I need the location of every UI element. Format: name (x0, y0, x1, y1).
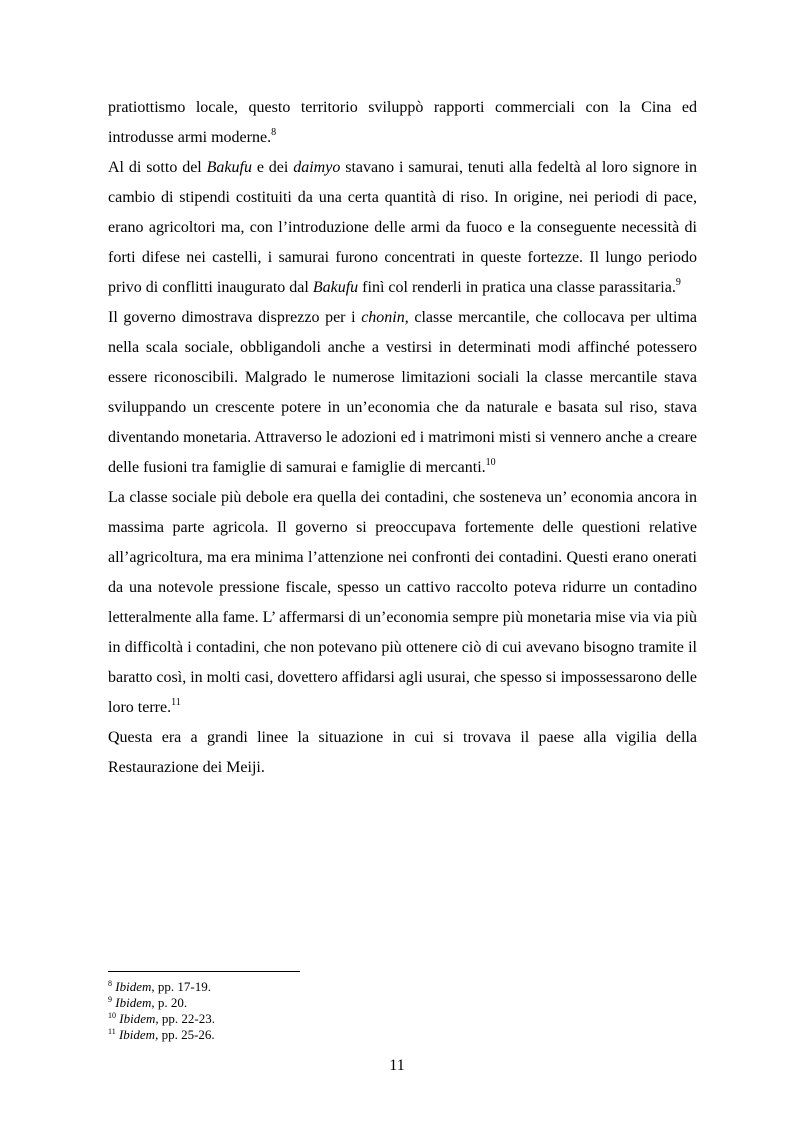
paragraph-patriotism (108, 93, 697, 153)
footnote-number: 11 (108, 1027, 116, 1036)
footnote-ref: Ibidem (115, 979, 152, 994)
term-bakufu: Bakufu (206, 159, 252, 176)
footnote-pages: , pp. 25-26. (155, 1027, 215, 1042)
footnote-ref-8: 8 (271, 127, 277, 138)
paragraph-conclusion (108, 723, 697, 783)
footnote-pages: , pp. 22-23. (155, 1011, 215, 1026)
footnote-ref-11: 11 (171, 697, 181, 708)
footnotes (108, 979, 697, 1043)
footnote-ref-10: 10 (485, 457, 496, 468)
footnote-ref: Ibidem (118, 1027, 156, 1042)
term-daimyo: daimyo (293, 159, 341, 176)
page-number: 11 (389, 1057, 405, 1074)
paragraph-text: La classe sociale più debole era quella dei contadini, che sosteneva un’ economia ancora in massima parte agricola. Il governo si preoccupava fortemente delle questioni relative all’agricoltura, ma era minima l’attenzione nei confronti dei contadini. Questi erano onerati da una notevole pressione fiscale, spesso un cattivo raccolto poteva ridurre un contadino letteralmente alla fame. L’ affermarsi di un’economia sempre più monetaria mise via via più in difficoltà i contadini, che non potevano più ottenere ciò di cui avevano bisogno tramite il baratto così, in molti casi, dovettero affidarsi agli usurai, che spesso si impossessarono delle loro terre. (108, 489, 697, 716)
paragraph-text: stavano i samurai, tenuti alla fedeltà al loro signore in cambio di stipendi costituiti da una certa quantità di riso. In origine, nei periodi di pace, erano agricoltori ma, con l’introduzione delle armi da fuoco e la conseguente necessità di forti difese nei castelli, i samurai furono concentrati in queste fortezze. Il lungo periodo privo di conflitti inaugurato dal (108, 159, 698, 296)
term-chonin: chonin (361, 309, 405, 326)
paragraph-text: finì col renderli in pratica una classe parassitaria. (358, 279, 676, 296)
footnote-number: 10 (108, 1011, 116, 1020)
footnote-pages: , pp. 17-19. (151, 979, 211, 994)
paragraph-text: pratiottismo locale, questo territorio sviluppò rapporti commerciali con la Cina ed introdusse armi moderne. (108, 99, 697, 146)
footnote-number: 9 (108, 995, 112, 1004)
paragraph-text: Il governo dimostrava disprezzo per i (108, 309, 362, 326)
footnote-10 (108, 1011, 697, 1027)
paragraph-contadini (108, 483, 697, 723)
footnote-pages: , p. 20. (151, 995, 188, 1010)
paragraph-chonin (108, 303, 697, 483)
paragraph-text: Questa era a grandi linee la situazione in cui si trovava il paese alla vigilia della Restaurazione dei Meiji. (108, 729, 697, 776)
footnote-11 (108, 1027, 697, 1043)
footnote-number: 8 (108, 979, 112, 988)
paragraph-text: , classe mercantile, che collocava per ultima nella scala sociale, obbligandoli anche a vestirsi in determinati modi affinché potessero essere riconoscibili. Malgrado le numerose limitazioni sociali la classe mercantile stava sviluppando un crescente potere in un’economia che da naturale e basata sul riso, stava diventando monetaria. Attraverso le adozioni ed i matrimoni misti si vennero anche a creare delle fusioni tra famiglie di samurai e famiglie di mercanti. (108, 309, 698, 476)
paragraph-samurai (108, 153, 697, 303)
footnote-ref-9: 9 (675, 277, 681, 288)
footnote-ref: Ibidem (119, 1011, 156, 1026)
paragraph-text: e dei (251, 159, 294, 176)
footnote-8 (108, 979, 697, 995)
footnote-ref: Ibidem (115, 995, 152, 1010)
footnote-9 (108, 995, 697, 1011)
term-bakufu: Bakufu (312, 279, 359, 296)
paragraph-text: Al di sotto del (108, 159, 207, 176)
main-body-text (108, 93, 697, 783)
footnote-divider (108, 971, 300, 972)
